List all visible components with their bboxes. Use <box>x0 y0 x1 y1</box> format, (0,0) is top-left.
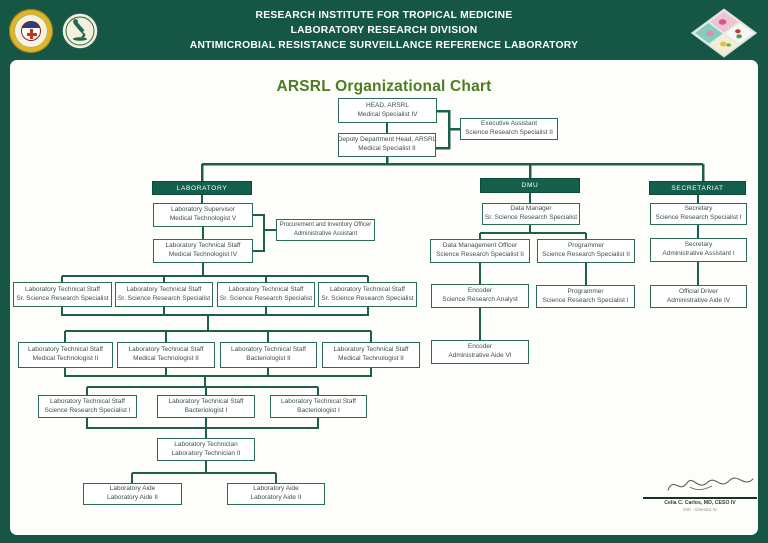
section-header-laboratory <box>152 181 252 195</box>
chart-title: ARSRL Organizational Chart <box>276 78 492 95</box>
role: Laboratory Aide <box>109 485 156 493</box>
position: Medical Technologist II <box>32 355 99 362</box>
position: Science Research Specialist I <box>542 296 629 304</box>
org-node-executive-assistant <box>460 118 558 140</box>
org-node-head <box>338 98 437 123</box>
role: Secretary <box>684 205 713 213</box>
signatory-title: OIC - Director IV <box>683 506 717 512</box>
role: Programmer <box>567 287 604 295</box>
position: Sr. Science Research Specialist <box>219 294 313 302</box>
position: Sr. Science Research Specialist <box>117 294 211 302</box>
org-node-lab-supervisor <box>153 203 253 227</box>
org-node-deputy-head <box>338 133 436 157</box>
section-header-dmu <box>480 178 580 193</box>
position: Science Research Specialist II <box>542 251 630 258</box>
header-line-2: LABORATORY RESEARCH DIVISION <box>290 25 478 36</box>
org-node-lab-tech-bact1-a <box>157 395 255 418</box>
role: Laboratory Technical Staff <box>231 346 306 354</box>
org-node-lab-tech-bact1-b <box>270 395 367 418</box>
role: Official Driver <box>679 287 718 295</box>
position: Laboratory Aide II <box>250 494 302 501</box>
org-node-lab-tech-mt2-b <box>117 342 215 368</box>
section-label: LABORATORY <box>176 184 228 192</box>
role: Laboratory Technical Staff <box>333 346 409 354</box>
position: Laboratory Aide II <box>107 494 158 501</box>
org-node-lab-tech-srs-a <box>13 282 112 307</box>
signature-scribble <box>660 470 760 498</box>
doh-seal-logo <box>9 9 53 53</box>
position: Laboratory Technician II <box>171 449 241 457</box>
doh-cross-icon <box>27 33 37 36</box>
ritm-seal-logo <box>61 12 99 50</box>
role: Data Manager <box>510 205 552 213</box>
role: Executive Assistant <box>481 120 537 128</box>
position: Science Research Specialist II <box>436 251 524 258</box>
position: Sr. Science Research Specialist <box>484 214 578 221</box>
position: Medical Technologist V <box>169 215 237 222</box>
org-node-lab-tech-srs1 <box>38 395 137 418</box>
org-node-lab-aide-a <box>83 483 182 505</box>
org-node-lab-tech-srs-b <box>115 282 213 307</box>
doh-seal-center <box>21 21 41 41</box>
org-node-lab-tech-srs-d <box>318 282 417 307</box>
section-label: DMU <box>521 182 539 189</box>
institution-header <box>120 9 648 52</box>
role: Programmer <box>567 242 605 250</box>
org-node-programmer-srs2 <box>537 239 635 263</box>
org-node-data-manager <box>482 203 580 225</box>
org-node-lab-aide-b <box>227 483 325 505</box>
header-line-3: ANTIMICROBIAL RESISTANCE SURVEILLANCE REFERENCE LABORATORY <box>189 40 579 51</box>
section-header-secretariat <box>649 181 746 195</box>
role: Laboratory Technician <box>174 440 238 448</box>
arsp-diamond-logo <box>691 7 757 59</box>
org-node-procurement-officer <box>276 219 375 241</box>
role: Laboratory Technical Staff <box>50 397 125 405</box>
position: Science Research Analyst <box>442 296 518 303</box>
role: Encoder <box>467 343 493 351</box>
role: Laboratory Technical Staff <box>28 346 103 354</box>
position: Administrative Assistant <box>293 231 358 237</box>
position: Bacteriologist I <box>184 406 228 414</box>
role: Procurement and Inventory Officer <box>279 222 372 229</box>
role: Laboratory Technical Staff <box>168 397 244 405</box>
position: Medical Technologist IV <box>168 251 238 258</box>
position: Medical Technologist II <box>133 355 199 362</box>
role: Laboratory Technical Staff <box>281 397 356 405</box>
role: Secretary <box>684 241 713 249</box>
position: Administrative Assistant I <box>662 250 735 257</box>
role: Encoder <box>467 287 493 295</box>
header-line-1: RESEARCH INSTITUTE FOR TROPICAL MEDICINE <box>255 10 513 21</box>
role: Deputy Department Head, ARSRL <box>337 136 437 144</box>
position: Medical Specialist II <box>358 145 416 152</box>
signatory-name: Celia C. Carlos, MD, CESO IV <box>664 500 736 506</box>
section-label: SECRETARIAT <box>671 184 724 192</box>
role: Laboratory Technical Staff <box>25 285 100 293</box>
role: Data Management Officer <box>442 242 518 250</box>
position: Administrative Aide VI <box>448 352 512 359</box>
position: Medical Technologist II <box>338 355 404 362</box>
org-node-lab-tech-mt2-a <box>18 342 113 368</box>
position: Science Research Specialist II <box>465 129 553 136</box>
signature-underline <box>643 497 757 499</box>
role: Laboratory Technical Staff <box>330 285 405 293</box>
role: Laboratory Aide <box>253 485 299 493</box>
org-node-secretary-srs1 <box>650 203 747 225</box>
org-node-lab-tech-mt2-c <box>322 342 420 368</box>
role: Laboratory Technical Staff <box>128 346 204 354</box>
org-node-encoder-aa6 <box>431 340 529 364</box>
role: Laboratory Technical Staff <box>165 242 241 250</box>
position: Sr. Science Research Specialist <box>321 294 414 302</box>
org-node-official-driver <box>650 285 747 308</box>
org-node-secretary-aa1 <box>650 238 747 262</box>
role: Laboratory Technical Staff <box>126 285 202 293</box>
org-node-lab-tech-srs-c <box>217 282 315 307</box>
org-node-lab-technician <box>157 438 255 461</box>
position: Bacteriologist I <box>297 406 340 414</box>
position: Medical Specialist IV <box>357 110 418 118</box>
position: Bacteriologist II <box>246 355 291 362</box>
role: Laboratory Supervisor <box>171 206 235 214</box>
org-node-programmer-srs1 <box>536 285 635 308</box>
role: HEAD, ARSRL <box>366 101 409 109</box>
position: Administrative Aide IV <box>666 296 731 304</box>
role: Laboratory Technical Staff <box>228 285 304 293</box>
org-node-encoder-sra <box>431 284 529 308</box>
position: Science Research Specialist I <box>44 406 131 414</box>
position: Sr. Science Research Specialist <box>16 294 109 302</box>
org-node-lab-tech-bact2 <box>220 342 317 368</box>
org-node-data-mgmt-officer <box>430 239 530 263</box>
org-node-lab-tech-mt4 <box>153 239 253 263</box>
position: Science Research Specialist I <box>655 214 742 221</box>
